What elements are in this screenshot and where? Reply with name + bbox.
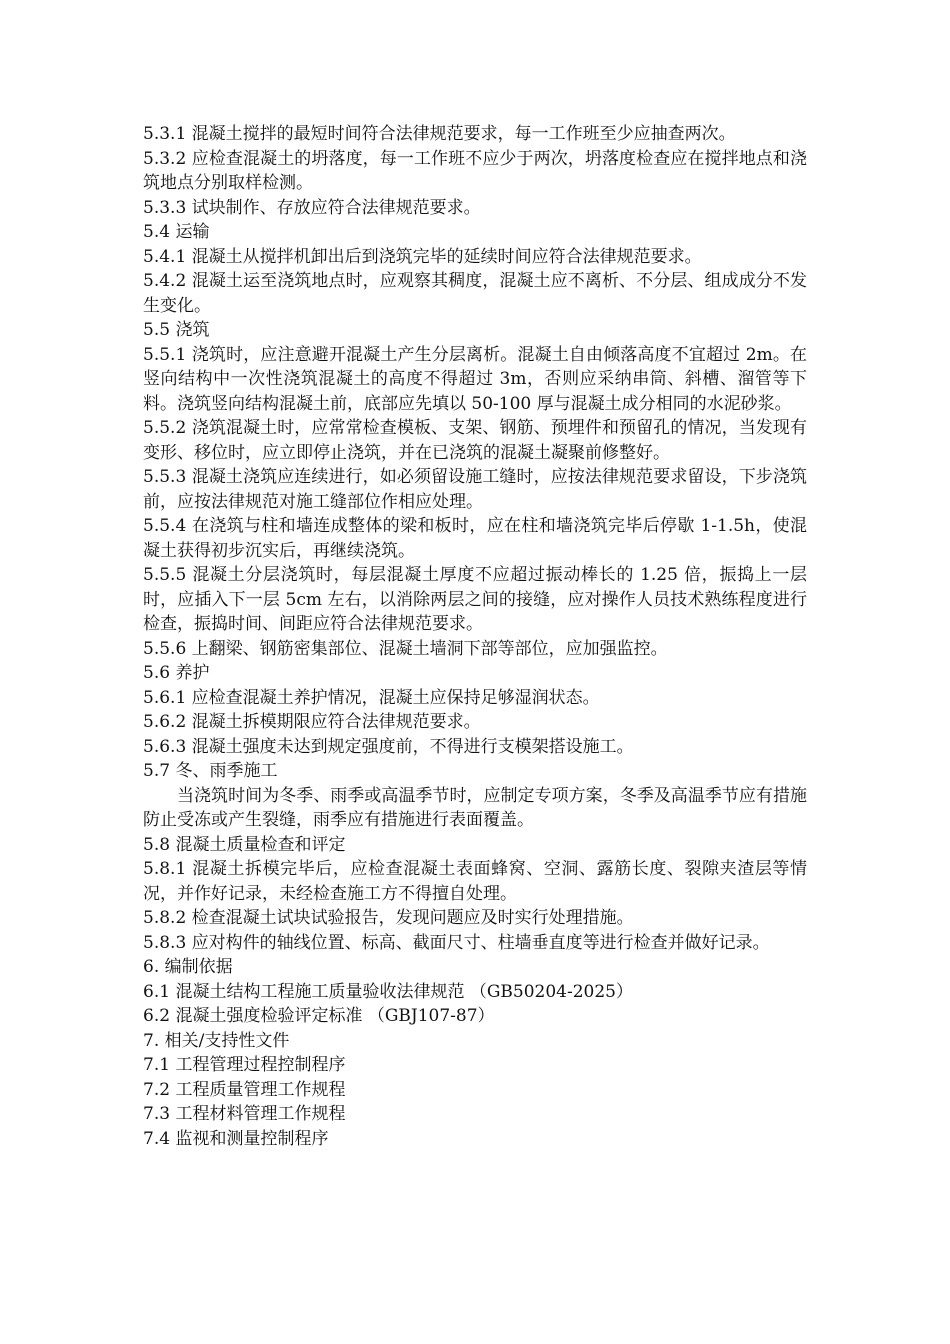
section-heading: 5.5 浇筑 bbox=[143, 320, 210, 340]
paragraph: 5.8.2 检查混凝土试块试验报告，发现问题应及时实行处理措施。 bbox=[143, 908, 634, 928]
paragraph: 5.3.2 应检查混凝土的坍落度，每一工作班不应少于两次，坍落度检查应在搅拌地点和浇筑地点分别取样检测。 bbox=[143, 148, 807, 193]
paragraph: 5.5.4 在浇筑与柱和墙连成整体的梁和板时，应在柱和墙浇筑完毕后停歇 1-1.5h，使混凝土获得初步沉实后，再继续浇筑。 bbox=[143, 516, 807, 561]
reference-item: 7.4 监视和测量控制程序 bbox=[143, 1128, 329, 1149]
paragraph: 5.5.6 上翻梁、钢筋密集部位、混凝土墙洞下部等部位，应加强监控。 bbox=[143, 638, 668, 659]
reference-item: 7.1 工程管理过程控制程序 bbox=[143, 1055, 346, 1075]
paragraph: 5.5.3 混凝土浇筑应连续进行，如必须留设施工缝时，应按法律规范要求留设，下步浇筑前，应按法律规范对施工缝部位作相应处理。 bbox=[143, 467, 807, 512]
paragraph: 5.6.3 混凝土强度未达到规定强度前，不得进行支模架搭设施工。 bbox=[143, 736, 634, 757]
section-heading: 5.8 混凝土质量检查和评定 bbox=[143, 834, 346, 855]
section-heading: 5.7 冬、雨季施工 bbox=[143, 761, 278, 781]
paragraph: 5.4.1 混凝土从搅拌机卸出后到浇筑完毕的延续时间应符合法律规范要求。 bbox=[143, 246, 702, 267]
paragraph: 5.5.1 浇筑时，应注意避开混凝土产生分层离析。混凝土自由倾落高度不宜超过 2m。在竖向结构中一次性浇筑混凝土的高度不得超过 3m，否则应采纳串筒、斜槽、溜管等下料。浇筑竖向结构混凝土前，底部应先填以 50-100 厚与混凝土成分相同的水泥砂浆。 bbox=[143, 344, 807, 414]
paragraph: 5.8.1 混凝土拆模完毕后，应检查混凝土表面蜂窝、空洞、露筋长度、裂隙夹渣层等情况，并作好记录，未经检查施工方不得擅自处理。 bbox=[143, 859, 807, 904]
paragraph: 5.6.1 应检查混凝土养护情况，混凝土应保持足够湿润状态。 bbox=[143, 687, 600, 708]
paragraph: 5.5.5 混凝土分层浇筑时，每层混凝土厚度不应超过振动棒长的 1.25 倍，振捣上一层时，应插入下一层 5cm 左右，以消除两层之间的接缝，应对操作人员技术熟练程度进行检查，振捣时间、间距应符合法律规范要求。 bbox=[143, 565, 807, 634]
paragraph: 5.5.2 浇筑混凝土时，应常常检查模板、支架、钢筋、预埋件和预留孔的情况，当发现有变形、移位时，应立即停止浇筑，并在已浇筑的混凝土凝聚前修整好。 bbox=[143, 418, 807, 463]
paragraph: 当浇筑时间为冬季、雨季或高温季节时，应制定专项方案，冬季及高温季节应有措施防止受冻或产生裂缝，雨季应有措施进行表面覆盖。 bbox=[143, 785, 807, 830]
document-body bbox=[143, 122, 807, 1151]
reference-item: 6.1 混凝土结构工程施工质量验收法律规范 （GB50204-2025） bbox=[143, 981, 634, 1002]
paragraph: 5.8.3 应对构件的轴线位置、标高、截面尺寸、柱墙垂直度等进行检查并做好记录。 bbox=[143, 932, 770, 953]
section-heading: 6. 编制依据 bbox=[143, 957, 233, 977]
reference-item: 6.2 混凝土强度检验评定标准 （GBJ107-87） bbox=[143, 1006, 495, 1026]
paragraph: 5.4.2 混凝土运至浇筑地点时，应观察其稠度，混凝土应不离析、不分层、组成成分不发生变化。 bbox=[143, 271, 807, 316]
section-heading: 5.4 运输 bbox=[143, 222, 210, 242]
paragraph: 5.3.3 试块制作、存放应符合法律规范要求。 bbox=[143, 197, 481, 218]
reference-item: 7.2 工程质量管理工作规程 bbox=[143, 1079, 346, 1100]
section-heading: 7. 相关/支持性文件 bbox=[143, 1030, 290, 1051]
reference-item: 7.3 工程材料管理工作规程 bbox=[143, 1104, 346, 1124]
paragraph: 5.6.2 混凝土拆模期限应符合法律规范要求。 bbox=[143, 712, 481, 732]
section-heading: 5.6 养护 bbox=[143, 663, 210, 683]
paragraph: 5.3.1 混凝土搅拌的最短时间符合法律规范要求，每一工作班至少应抽查两次。 bbox=[143, 124, 736, 144]
